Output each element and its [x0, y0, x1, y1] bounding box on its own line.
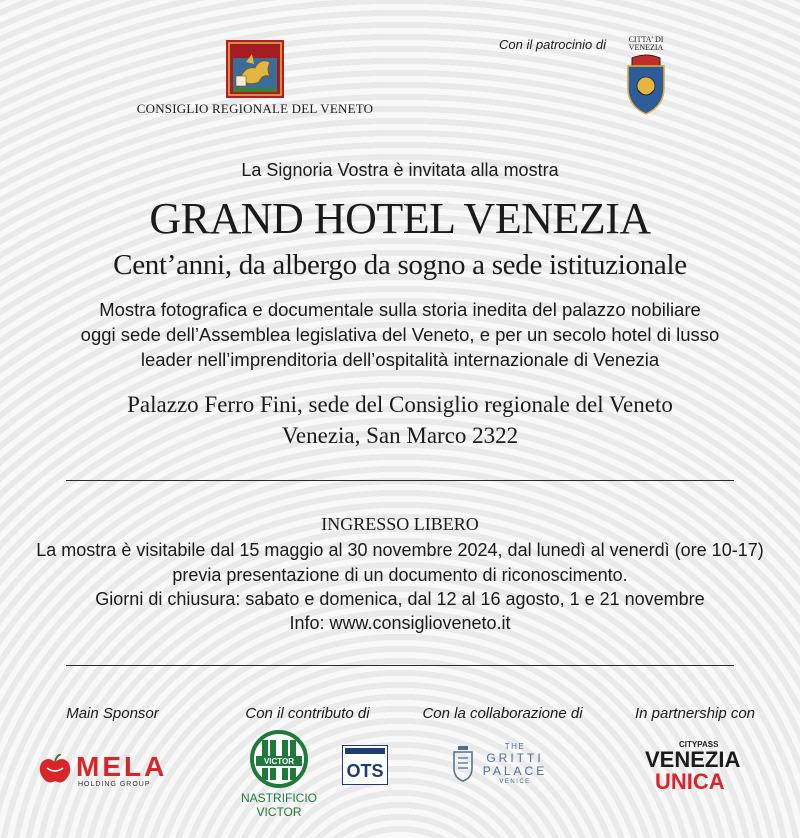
info-line: La mostra è visitabile dal 15 maggio al 30 novembre 2024, dal lunedì al venerdì (ore 10-17) [36, 540, 764, 560]
exhibition-subtitle: Cent’anni, da albergo da sogno a sede istituzionale [113, 249, 687, 281]
patronage-label: Con il patrocinio di [499, 37, 606, 52]
gritti-crest-icon [452, 744, 474, 782]
victor-badge-icon [248, 730, 310, 788]
partnership-label: In partnership con [634, 705, 756, 722]
divider [66, 665, 734, 666]
info-website: Info: www.consiglioveneto.it [289, 613, 511, 633]
main-sponsor-label: Main Sponsor [66, 705, 159, 722]
citypass-venezia: VENEZIA [645, 747, 741, 772]
venue-address: Venezia, San Marco 2322 [281, 423, 519, 448]
info-line: previa presentazione di un documento di riconoscimento. [172, 565, 628, 585]
gritti-palace-logo [452, 742, 557, 788]
venice-logo-line1: CITTA' DI [628, 35, 664, 44]
mela-apple-icon [38, 754, 72, 786]
council-name: CONSIGLIO REGIONALE DEL VENETO [136, 101, 374, 116]
free-entry-heading: INGRESSO LIBERO [321, 514, 479, 534]
gritti-city: VENICE [499, 779, 531, 785]
citypass-label: CITYPASS [679, 740, 719, 749]
venue-line: Palazzo Ferro Fini, sede del Consiglio regionale del Veneto [127, 392, 673, 417]
divider [66, 480, 734, 481]
venice-logo [620, 36, 672, 116]
regional-crest-icon [226, 40, 284, 98]
gritti-the: THE [504, 742, 526, 751]
gritti-name-line2: PALACE [482, 764, 548, 778]
ots-logo-icon [342, 745, 388, 785]
citypass-unica: UNICA [655, 769, 725, 794]
gritti-name [482, 752, 548, 778]
exhibition-title: GRAND HOTEL VENEZIA [149, 194, 651, 243]
venice-logo-text [620, 36, 672, 52]
invitation-intro: La Signoria Vostra è invitata alla mostra [241, 160, 559, 180]
venice-logo-line2: VENEZIA [628, 43, 664, 52]
mela-name: MELA [76, 751, 168, 782]
mela-subtitle: HOLDING GROUP [78, 781, 151, 788]
venezia-unica-logo [645, 740, 755, 796]
contribution-label: Con il contributo di [245, 705, 370, 722]
mela-logo [38, 752, 183, 792]
victor-logo [224, 730, 334, 819]
description-line: leader nell’imprenditoria dell’ospitalità internazionale di Venezia [140, 349, 660, 370]
description-line: oggi sede dell’Assemblea legislativa del Veneto, e per un secolo hotel di lusso [80, 324, 720, 345]
description-line: Mostra fotografica e documentale sulla storia inedita del palazzo nobiliare [99, 299, 701, 320]
venice-coat-of-arms-icon [622, 54, 670, 116]
ots-text: OTS [346, 761, 384, 781]
info-line: Giorni di chiusura: sabato e domenica, dal 12 al 16 agosto, 1 e 21 novembre [95, 589, 705, 609]
gritti-name-line1: GRITTI [486, 751, 544, 765]
collaboration-label: Con la collaborazione di [422, 705, 583, 722]
victor-name: NASTRIFICIO VICTOR [240, 791, 317, 819]
victor-badge-text: VICTOR [263, 757, 295, 766]
